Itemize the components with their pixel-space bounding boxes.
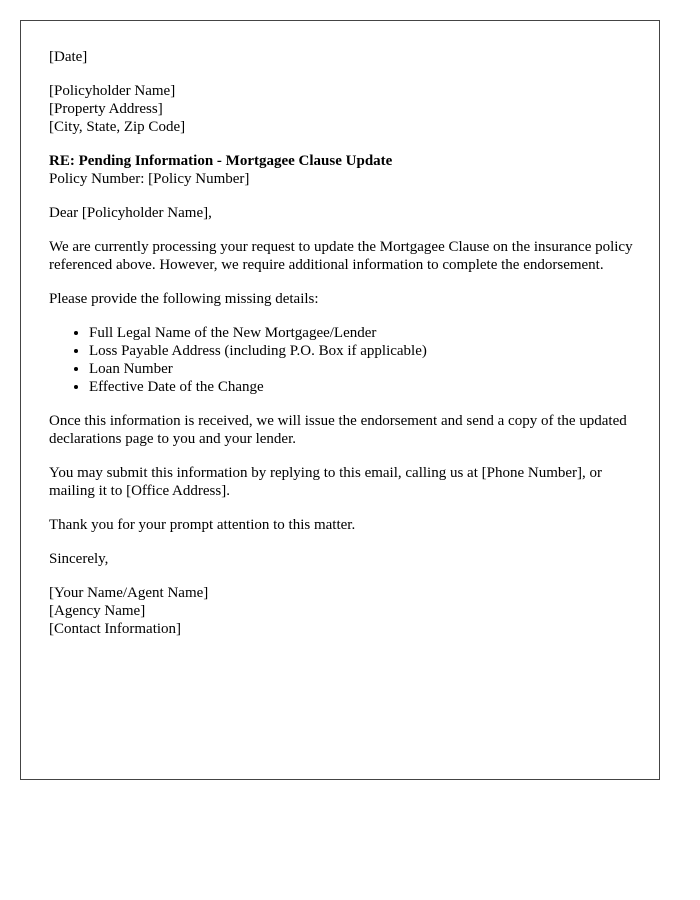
body-submit-paragraph: You may submit this information by replying to this email, calling us at [Phone Number], or mailing it to [Office Address]. — [49, 465, 603, 499]
list-item: • Loan Number — [89, 360, 639, 378]
missing-details-list — [49, 324, 639, 396]
policy-number-line: Policy Number: [Policy Number] — [49, 171, 250, 187]
list-item: • Effective Date of the Change — [89, 378, 639, 396]
letter-page — [20, 20, 660, 780]
salutation: Dear [Policyholder Name], — [49, 205, 212, 221]
subject-line: RE: Pending Information - Mortgagee Clause Update — [49, 153, 393, 169]
signature-name: [Your Name/Agent Name] — [49, 585, 209, 601]
letter-content — [49, 48, 639, 654]
recipient-block — [49, 82, 639, 136]
body-followup-paragraph: Once this information is received, we will issue the endorsement and send a copy of the updated declarations page to you and your lender. — [49, 413, 627, 447]
closing: Sincerely, — [49, 551, 109, 567]
list-intro-paragraph: Please provide the following missing details: — [49, 291, 319, 307]
signature-block — [49, 584, 639, 638]
signature-contact: [Contact Information] — [49, 621, 182, 637]
letter-date: [Date] — [49, 49, 88, 65]
subject-block — [49, 152, 639, 188]
list-item: • Full Legal Name of the New Mortgagee/Lender — [89, 324, 639, 342]
recipient-name: [Policyholder Name] — [49, 83, 176, 99]
recipient-address: [Property Address] — [49, 101, 163, 117]
body-intro-paragraph: We are currently processing your request to update the Mortgagee Clause on the insurance policy referenced above. However, we require additional information to complete the endorsement. — [49, 239, 633, 273]
list-item: • Loss Payable Address (including P.O. Box if applicable) — [89, 342, 639, 360]
recipient-city-state-zip: [City, State, Zip Code] — [49, 119, 186, 135]
body-thanks-paragraph: Thank you for your prompt attention to this matter. — [49, 517, 356, 533]
signature-agency: [Agency Name] — [49, 603, 146, 619]
